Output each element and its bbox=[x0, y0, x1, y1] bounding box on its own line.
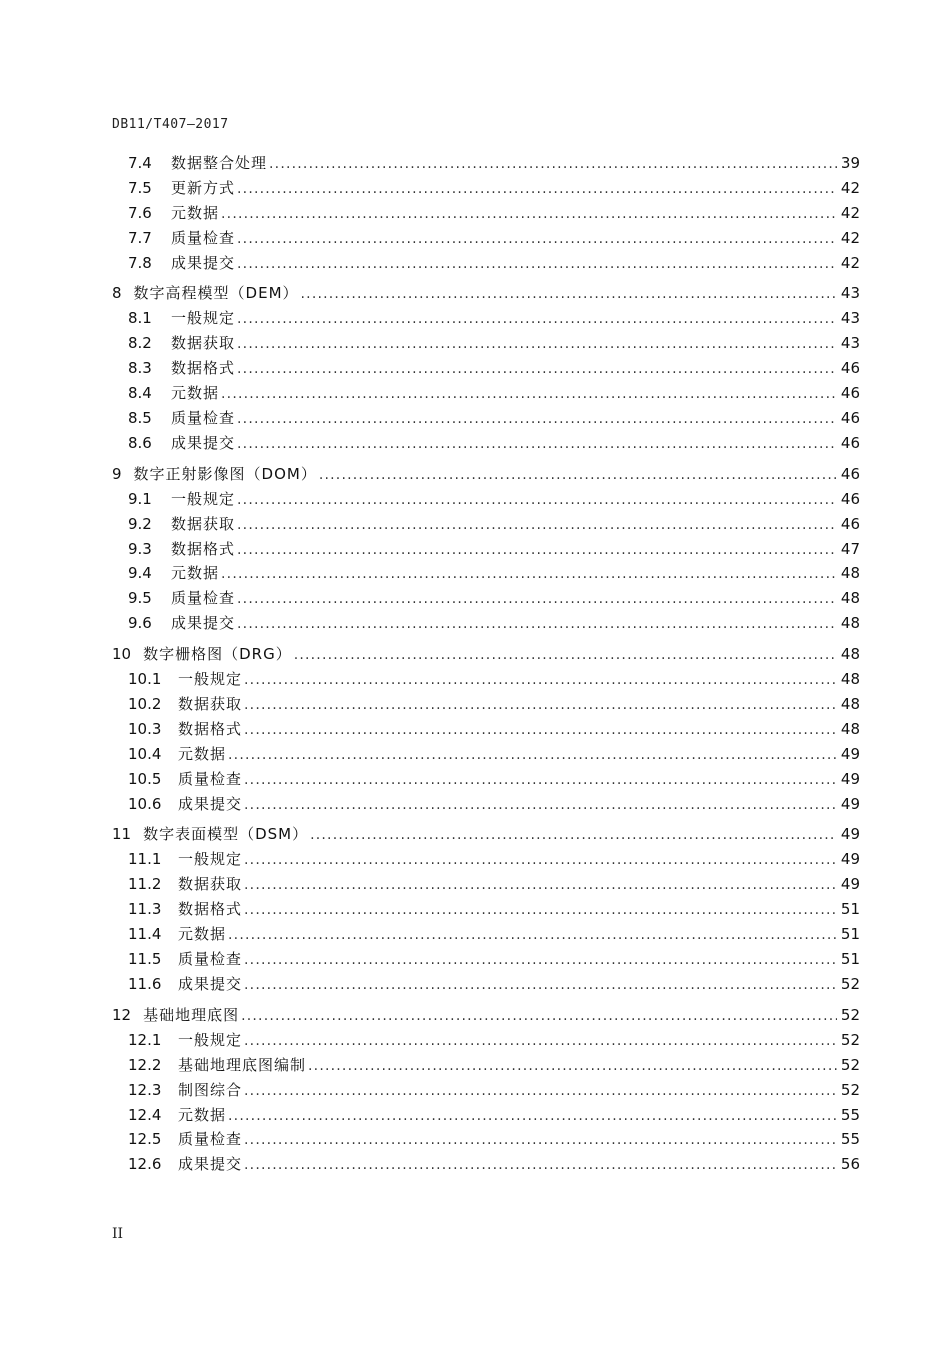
dot-leader bbox=[237, 436, 837, 452]
toc-entry-number: 9.5 bbox=[128, 589, 152, 608]
toc-entry-title[interactable]: 数据格式 bbox=[171, 539, 236, 558]
toc-section-entry[interactable] bbox=[112, 407, 860, 432]
dot-leader bbox=[244, 1132, 837, 1148]
toc-entry-page: 46 bbox=[840, 384, 860, 403]
toc-entry-number: 10.5 bbox=[128, 769, 162, 788]
dot-leader bbox=[269, 156, 837, 172]
toc-section-entry[interactable] bbox=[112, 718, 860, 743]
dot-leader bbox=[237, 256, 837, 272]
toc-entry-title[interactable]: 数字高程模型（DEM） bbox=[133, 284, 299, 303]
toc-entry-page: 48 bbox=[840, 670, 860, 689]
toc-entry-number: 9.2 bbox=[128, 514, 152, 533]
page-number: II bbox=[112, 1226, 124, 1242]
dot-leader bbox=[228, 927, 837, 943]
toc-entry-title[interactable]: 基础地理底图编制 bbox=[178, 1055, 307, 1074]
dot-leader bbox=[244, 672, 837, 688]
toc-entry-title[interactable]: 一般规定 bbox=[178, 670, 243, 689]
toc-entry-page: 51 bbox=[840, 950, 860, 969]
toc-entry-page: 55 bbox=[840, 1130, 860, 1149]
toc-entry-title[interactable]: 一般规定 bbox=[178, 850, 243, 869]
toc-entry-title[interactable]: 质量检查 bbox=[171, 589, 236, 608]
toc-section-entry[interactable] bbox=[112, 1128, 860, 1153]
dot-leader bbox=[228, 747, 837, 763]
dot-leader bbox=[237, 616, 837, 632]
dot-leader bbox=[244, 952, 837, 968]
dot-leader bbox=[237, 411, 837, 427]
toc-entry-number: 11 bbox=[112, 825, 132, 844]
dot-leader bbox=[237, 311, 837, 327]
toc-entry-page: 42 bbox=[840, 178, 860, 197]
toc-section-entry[interactable] bbox=[112, 612, 860, 637]
toc-section-entry[interactable] bbox=[112, 332, 860, 357]
toc-entry-number: 8 bbox=[112, 284, 122, 303]
toc-section-entry[interactable] bbox=[112, 202, 860, 227]
toc-entry-title[interactable]: 成果提交 bbox=[171, 614, 236, 633]
dot-leader bbox=[308, 1058, 837, 1074]
toc-section-entry[interactable] bbox=[112, 307, 860, 332]
toc-entry-title[interactable]: 元数据 bbox=[178, 1105, 227, 1124]
dot-leader bbox=[244, 772, 837, 788]
toc-entry-page: 49 bbox=[840, 850, 860, 869]
toc-entry-number: 10.1 bbox=[128, 670, 162, 689]
toc-entry-page: 48 bbox=[840, 645, 860, 664]
toc-section-entry[interactable] bbox=[112, 848, 860, 873]
dot-leader bbox=[244, 722, 837, 738]
toc-section-entry[interactable] bbox=[112, 1079, 860, 1104]
toc-entry-page: 39 bbox=[840, 154, 860, 172]
table-of-contents bbox=[112, 152, 860, 1178]
toc-entry-title[interactable]: 元数据 bbox=[171, 564, 220, 583]
toc-entry-title[interactable]: 成果提交 bbox=[171, 253, 236, 272]
toc-entry-number: 10.2 bbox=[128, 695, 162, 714]
toc-entry-title[interactable]: 更新方式 bbox=[171, 178, 236, 197]
toc-section-entry[interactable] bbox=[112, 768, 860, 793]
toc-section-entry[interactable] bbox=[112, 873, 860, 898]
toc-entry-page: 43 bbox=[840, 284, 860, 303]
toc-entry-page: 42 bbox=[840, 253, 860, 272]
toc-section-entry[interactable] bbox=[112, 948, 860, 973]
dot-leader bbox=[241, 1008, 837, 1024]
dot-leader bbox=[237, 492, 837, 508]
dot-leader bbox=[244, 977, 837, 993]
toc-entry-title[interactable]: 元数据 bbox=[171, 384, 220, 403]
dot-leader bbox=[237, 361, 837, 377]
toc-entry-number: 12.3 bbox=[128, 1080, 162, 1099]
toc-entry-title[interactable]: 数据整合处理 bbox=[171, 154, 268, 172]
toc-entry-number: 12 bbox=[112, 1005, 132, 1024]
toc-entry-number: 12.4 bbox=[128, 1105, 162, 1124]
toc-entry-number: 7.7 bbox=[128, 228, 152, 247]
dot-leader bbox=[221, 566, 837, 582]
toc-section-entry[interactable] bbox=[112, 1054, 860, 1079]
toc-section-entry[interactable] bbox=[112, 488, 860, 513]
toc-entry-title[interactable]: 数据获取 bbox=[178, 875, 243, 894]
toc-chapter-entry[interactable] bbox=[112, 463, 860, 488]
toc-entry-page: 48 bbox=[840, 695, 860, 714]
dot-leader bbox=[319, 467, 837, 483]
toc-entry-page: 43 bbox=[840, 334, 860, 353]
dot-leader bbox=[221, 386, 837, 402]
dot-leader bbox=[237, 591, 837, 607]
toc-section-entry[interactable] bbox=[112, 357, 860, 382]
toc-chapter-entry[interactable] bbox=[112, 1004, 860, 1029]
toc-section-entry[interactable] bbox=[112, 923, 860, 948]
toc-entry-page: 42 bbox=[840, 228, 860, 247]
dot-leader bbox=[294, 647, 837, 663]
toc-entry-title[interactable]: 数据获取 bbox=[178, 695, 243, 714]
toc-section-entry[interactable] bbox=[112, 587, 860, 612]
toc-entry-title[interactable]: 数据格式 bbox=[178, 900, 243, 919]
toc-chapter-entry[interactable] bbox=[112, 823, 860, 848]
toc-entry-page: 47 bbox=[840, 539, 860, 558]
dot-leader bbox=[237, 336, 837, 352]
dot-leader bbox=[244, 902, 837, 918]
toc-entry-title[interactable]: 质量检查 bbox=[178, 1130, 243, 1149]
toc-entry-title[interactable]: 制图综合 bbox=[178, 1080, 243, 1099]
toc-entry-title[interactable]: 成果提交 bbox=[178, 794, 243, 813]
toc-entry-number: 9 bbox=[112, 464, 122, 483]
toc-entry-page: 49 bbox=[840, 744, 860, 763]
dot-leader bbox=[310, 827, 837, 843]
toc-entry-page: 49 bbox=[840, 769, 860, 788]
toc-entry-title[interactable]: 元数据 bbox=[178, 744, 227, 763]
toc-entry-page: 46 bbox=[840, 433, 860, 452]
toc-entry-number: 8.2 bbox=[128, 334, 152, 353]
toc-entry-title[interactable]: 基础地理底图 bbox=[143, 1005, 240, 1024]
toc-entry-page: 49 bbox=[840, 875, 860, 894]
toc-entry-number: 11.3 bbox=[128, 900, 162, 919]
dot-leader bbox=[237, 181, 837, 197]
toc-section-entry[interactable] bbox=[112, 562, 860, 587]
toc-entry-page: 52 bbox=[840, 1055, 860, 1074]
toc-entry-number: 8.4 bbox=[128, 384, 152, 403]
toc-section-entry[interactable] bbox=[112, 152, 860, 177]
toc-section-entry[interactable] bbox=[112, 177, 860, 202]
toc-section-entry[interactable] bbox=[112, 668, 860, 693]
dot-leader bbox=[237, 517, 837, 533]
toc-section-entry[interactable] bbox=[112, 252, 860, 277]
toc-section-entry[interactable] bbox=[112, 227, 860, 252]
toc-entry-number: 11.5 bbox=[128, 950, 162, 969]
toc-entry-number: 10 bbox=[112, 645, 132, 664]
toc-section-entry[interactable] bbox=[112, 432, 860, 457]
toc-section-entry[interactable] bbox=[112, 1153, 860, 1178]
dot-leader bbox=[244, 877, 837, 893]
toc-section-entry[interactable] bbox=[112, 898, 860, 923]
dot-leader bbox=[244, 1157, 837, 1173]
toc-entry-number: 10.6 bbox=[128, 794, 162, 813]
toc-entry-number: 12.1 bbox=[128, 1030, 162, 1049]
toc-entry-number: 8.3 bbox=[128, 359, 152, 378]
toc-entry-title[interactable]: 元数据 bbox=[178, 925, 227, 944]
toc-entry-page: 46 bbox=[840, 409, 860, 428]
toc-entry-title[interactable]: 数据格式 bbox=[171, 359, 236, 378]
toc-entry-title[interactable]: 数字表面模型（DSM） bbox=[143, 825, 309, 844]
toc-entry-title[interactable]: 一般规定 bbox=[171, 309, 236, 328]
toc-entry-page: 48 bbox=[840, 719, 860, 738]
toc-entry-title[interactable]: 质量检查 bbox=[171, 228, 236, 247]
toc-entry-title[interactable]: 质量检查 bbox=[178, 950, 243, 969]
toc-entry-number: 9.6 bbox=[128, 614, 152, 633]
toc-section-entry[interactable] bbox=[112, 382, 860, 407]
toc-section-entry[interactable] bbox=[112, 1029, 860, 1054]
toc-entry-page: 48 bbox=[840, 614, 860, 633]
toc-entry-number: 12.5 bbox=[128, 1130, 162, 1149]
toc-entry-title[interactable]: 数字栅格图（DRG） bbox=[143, 645, 292, 664]
dot-leader bbox=[301, 286, 837, 302]
dot-leader bbox=[244, 1083, 837, 1099]
toc-section-entry[interactable] bbox=[112, 1104, 860, 1129]
toc-entry-title[interactable]: 质量检查 bbox=[171, 409, 236, 428]
toc-entry-title[interactable]: 一般规定 bbox=[171, 489, 236, 508]
toc-entry-number: 7.6 bbox=[128, 203, 152, 222]
toc-chapter-entry[interactable] bbox=[112, 643, 860, 668]
dot-leader bbox=[237, 231, 837, 247]
toc-entry-page: 52 bbox=[840, 1030, 860, 1049]
toc-entry-page: 43 bbox=[840, 309, 860, 328]
toc-entry-page: 48 bbox=[840, 589, 860, 608]
toc-chapter-entry[interactable] bbox=[112, 282, 860, 307]
toc-entry-number: 11.1 bbox=[128, 850, 162, 869]
toc-entry-page: 46 bbox=[840, 359, 860, 378]
toc-entry-number: 12.6 bbox=[128, 1155, 162, 1174]
toc-entry-number: 10.3 bbox=[128, 719, 162, 738]
toc-entry-title[interactable]: 成果提交 bbox=[178, 1155, 243, 1174]
toc-entry-number: 8.5 bbox=[128, 409, 152, 428]
document-code: DB11/T407—2017 bbox=[112, 117, 229, 132]
toc-entry-number: 8.1 bbox=[128, 309, 152, 328]
toc-entry-number: 11.6 bbox=[128, 974, 162, 993]
toc-entry-page: 46 bbox=[840, 489, 860, 508]
dot-leader bbox=[237, 542, 837, 558]
toc-entry-number: 7.8 bbox=[128, 253, 152, 272]
toc-entry-page: 48 bbox=[840, 564, 860, 583]
toc-entry-number: 10.4 bbox=[128, 744, 162, 763]
toc-entry-page: 49 bbox=[840, 825, 860, 844]
toc-entry-page: 56 bbox=[840, 1155, 860, 1174]
toc-entry-page: 42 bbox=[840, 203, 860, 222]
toc-entry-page: 52 bbox=[840, 1080, 860, 1099]
dot-leader bbox=[221, 206, 837, 222]
toc-entry-page: 52 bbox=[840, 974, 860, 993]
toc-entry-page: 52 bbox=[840, 1005, 860, 1024]
toc-entry-number: 9.3 bbox=[128, 539, 152, 558]
toc-section-entry[interactable] bbox=[112, 693, 860, 718]
toc-entry-title[interactable]: 质量检查 bbox=[178, 769, 243, 788]
dot-leader bbox=[244, 797, 837, 813]
toc-entry-title[interactable]: 一般规定 bbox=[178, 1030, 243, 1049]
toc-section-entry[interactable] bbox=[112, 743, 860, 768]
toc-entry-number: 7.4 bbox=[128, 154, 152, 172]
toc-entry-title[interactable]: 数据格式 bbox=[178, 719, 243, 738]
dot-leader bbox=[244, 852, 837, 868]
toc-entry-title[interactable]: 数字正射影像图（DOM） bbox=[133, 464, 317, 483]
toc-entry-page: 51 bbox=[840, 900, 860, 919]
dot-leader bbox=[244, 1033, 837, 1049]
toc-entry-page: 46 bbox=[840, 464, 860, 483]
toc-entry-page: 46 bbox=[840, 514, 860, 533]
toc-entry-page: 49 bbox=[840, 794, 860, 813]
toc-entry-title[interactable]: 数据获取 bbox=[171, 334, 236, 353]
toc-entry-number: 7.5 bbox=[128, 178, 152, 197]
toc-entry-page: 51 bbox=[840, 925, 860, 944]
toc-entry-number: 8.6 bbox=[128, 433, 152, 452]
toc-entry-number: 11.2 bbox=[128, 875, 162, 894]
toc-entry-title[interactable]: 元数据 bbox=[171, 203, 220, 222]
toc-section-entry[interactable] bbox=[112, 513, 860, 538]
toc-entry-title[interactable]: 成果提交 bbox=[178, 974, 243, 993]
dot-leader bbox=[228, 1108, 837, 1124]
toc-entry-number: 11.4 bbox=[128, 925, 162, 944]
toc-section-entry[interactable] bbox=[112, 973, 860, 998]
toc-section-entry[interactable] bbox=[112, 793, 860, 818]
toc-entry-number: 12.2 bbox=[128, 1055, 162, 1074]
toc-entry-title[interactable]: 成果提交 bbox=[171, 433, 236, 452]
toc-section-entry[interactable] bbox=[112, 538, 860, 563]
toc-entry-title[interactable]: 数据获取 bbox=[171, 514, 236, 533]
dot-leader bbox=[244, 697, 837, 713]
toc-entry-page: 55 bbox=[840, 1105, 860, 1124]
toc-entry-number: 9.1 bbox=[128, 489, 152, 508]
toc-entry-number: 9.4 bbox=[128, 564, 152, 583]
